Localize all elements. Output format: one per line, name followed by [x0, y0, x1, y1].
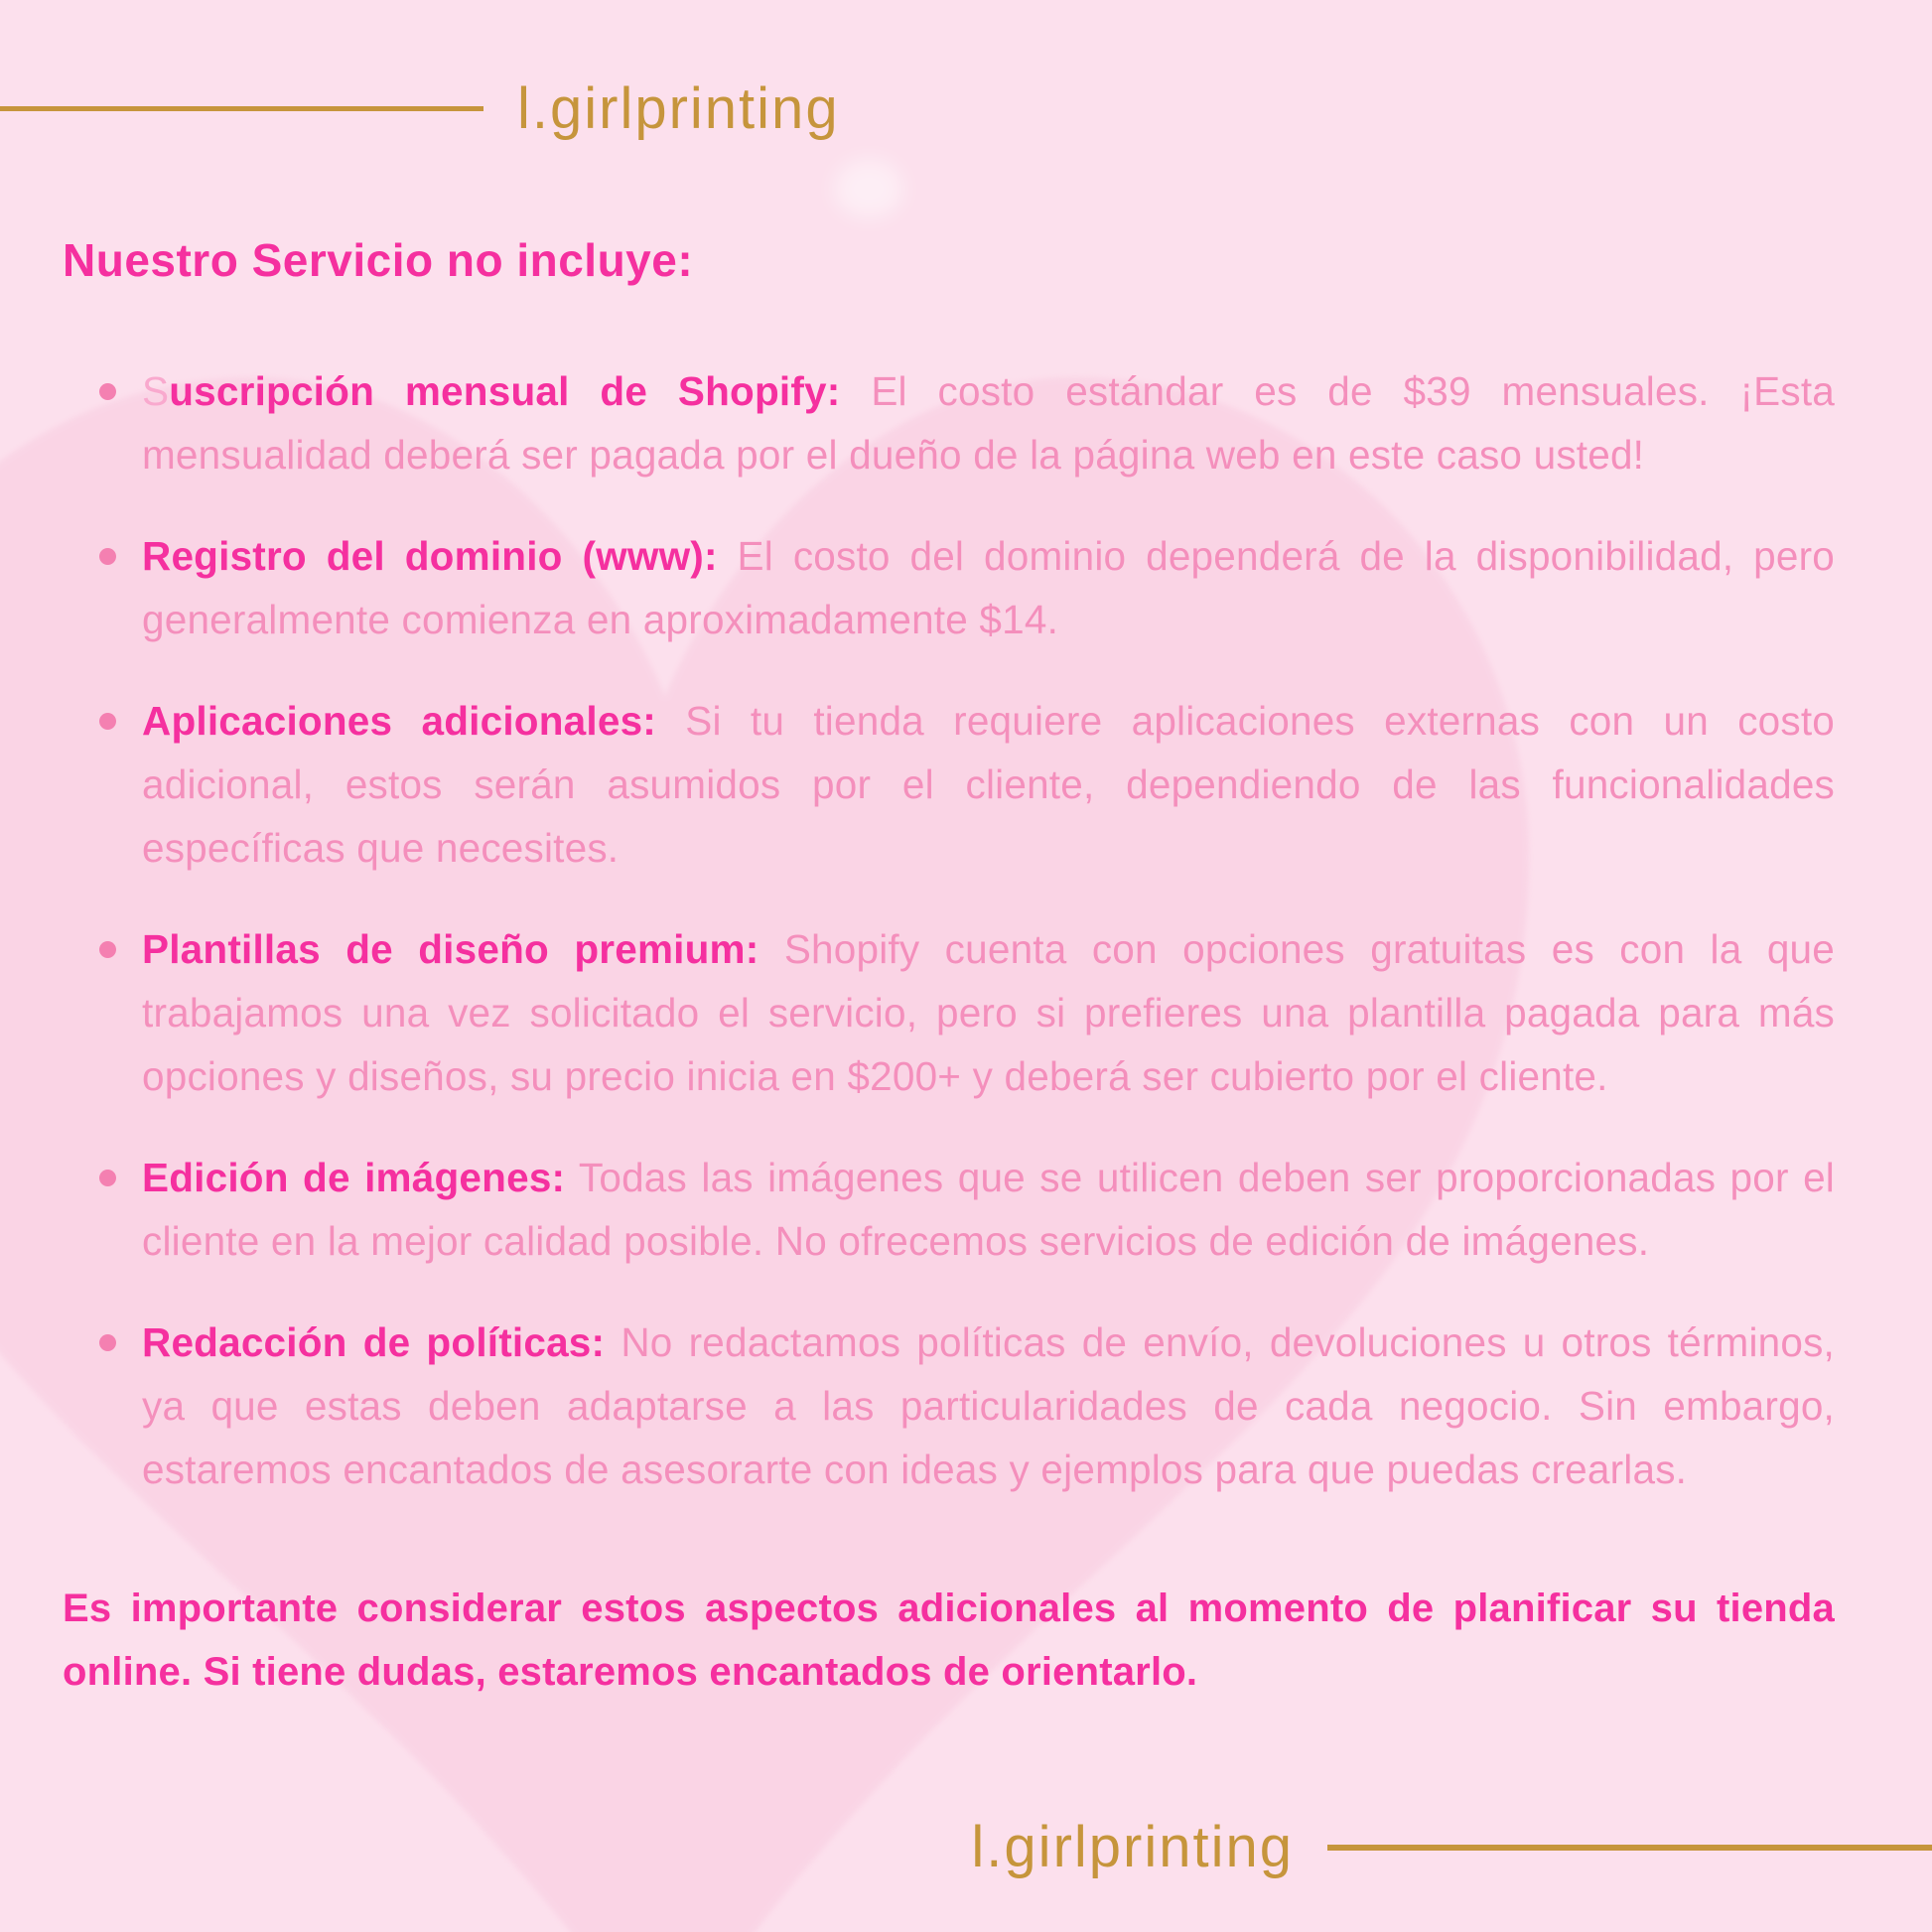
list-item: [63, 1146, 1835, 1273]
bullet-dot-icon: [99, 548, 116, 565]
bullet-dot-icon: [99, 713, 116, 730]
item-body: Todas las imágenes que se utilicen deben ser proporcionadas por el cliente en la mejor calidad posible. No ofrecemos servicios de edición de imágenes.: [142, 1155, 1835, 1264]
brand-logo-top: l.girlprinting: [517, 76, 840, 141]
gold-divider-line-top: [0, 106, 483, 111]
item-lead: Registro del dominio (www):: [142, 533, 718, 579]
exclusions-list: [63, 359, 1835, 1501]
item-body: Shopify cuenta con opciones gratuitas es con la que trabajamos una vez solicitado el servicio, pero si prefieres una plantilla pagada para más opciones y diseños, su precio inicia en $200+ y deberá ser cubierto por el cliente.: [142, 926, 1836, 1099]
item-lead: Redacción de políticas:: [142, 1319, 606, 1365]
list-item: [63, 524, 1835, 651]
item-body: El costo del dominio dependerá de la disponibilidad, pero generalmente comienza en aproximadamente $14.: [142, 533, 1835, 642]
footer-brand-row: [971, 1814, 1932, 1880]
bullet-dot-icon: [99, 1170, 116, 1186]
item-body: No redactamos políticas de envío, devoluciones u otros términos, ya que estas deben adaptarse a las particularidades de cada negocio. Sin embargo, estaremos encantados de asesorarte con ideas y ejemplos para que puedas crearlas.: [142, 1319, 1835, 1492]
brand-logo-bottom: l.girlprinting: [971, 1815, 1294, 1879]
list-item-text: [142, 1311, 1835, 1501]
item-lead-first-letter: S: [142, 368, 170, 414]
list-item: [63, 689, 1835, 880]
list-item: [63, 1311, 1835, 1501]
list-item-text: [142, 524, 1835, 651]
header-brand-row: [0, 75, 840, 142]
item-body: Si tu tienda requiere aplicaciones externas con un costo adicional, estos serán asumidos por el cliente, dependiendo de las funcionalidades específicas que necesites.: [142, 698, 1835, 871]
item-body: El costo estándar es de $39 mensuales. ¡Esta mensualidad deberá ser pagada por el dueño de la página web en este caso usted!: [142, 368, 1835, 478]
list-item-text: [142, 689, 1835, 880]
item-lead: uscripción mensual de Shopify:: [169, 368, 841, 414]
item-lead: Plantillas de diseño premium:: [142, 926, 759, 972]
item-lead: Edición de imágenes:: [142, 1155, 566, 1200]
list-item-text: [142, 917, 1835, 1108]
list-item-text: [142, 1146, 1835, 1273]
bullet-dot-icon: [99, 941, 116, 958]
list-item-text: [142, 359, 1835, 486]
list-item: [63, 359, 1835, 486]
closing-note: Es importante considerar estos aspectos adicionales al momento de planificar su tienda online. Si tiene dudas, estaremos encantados de orientarlo.: [63, 1587, 1835, 1694]
content: [63, 234, 1835, 1704]
item-lead: Aplicaciones adicionales:: [142, 698, 656, 744]
light-glow-decoration: [834, 159, 903, 218]
list-item: [63, 917, 1835, 1108]
bullet-dot-icon: [99, 383, 116, 400]
bullet-dot-icon: [99, 1334, 116, 1351]
gold-divider-line-bottom: [1327, 1845, 1932, 1851]
page-title: Nuestro Servicio no incluye:: [63, 234, 694, 286]
